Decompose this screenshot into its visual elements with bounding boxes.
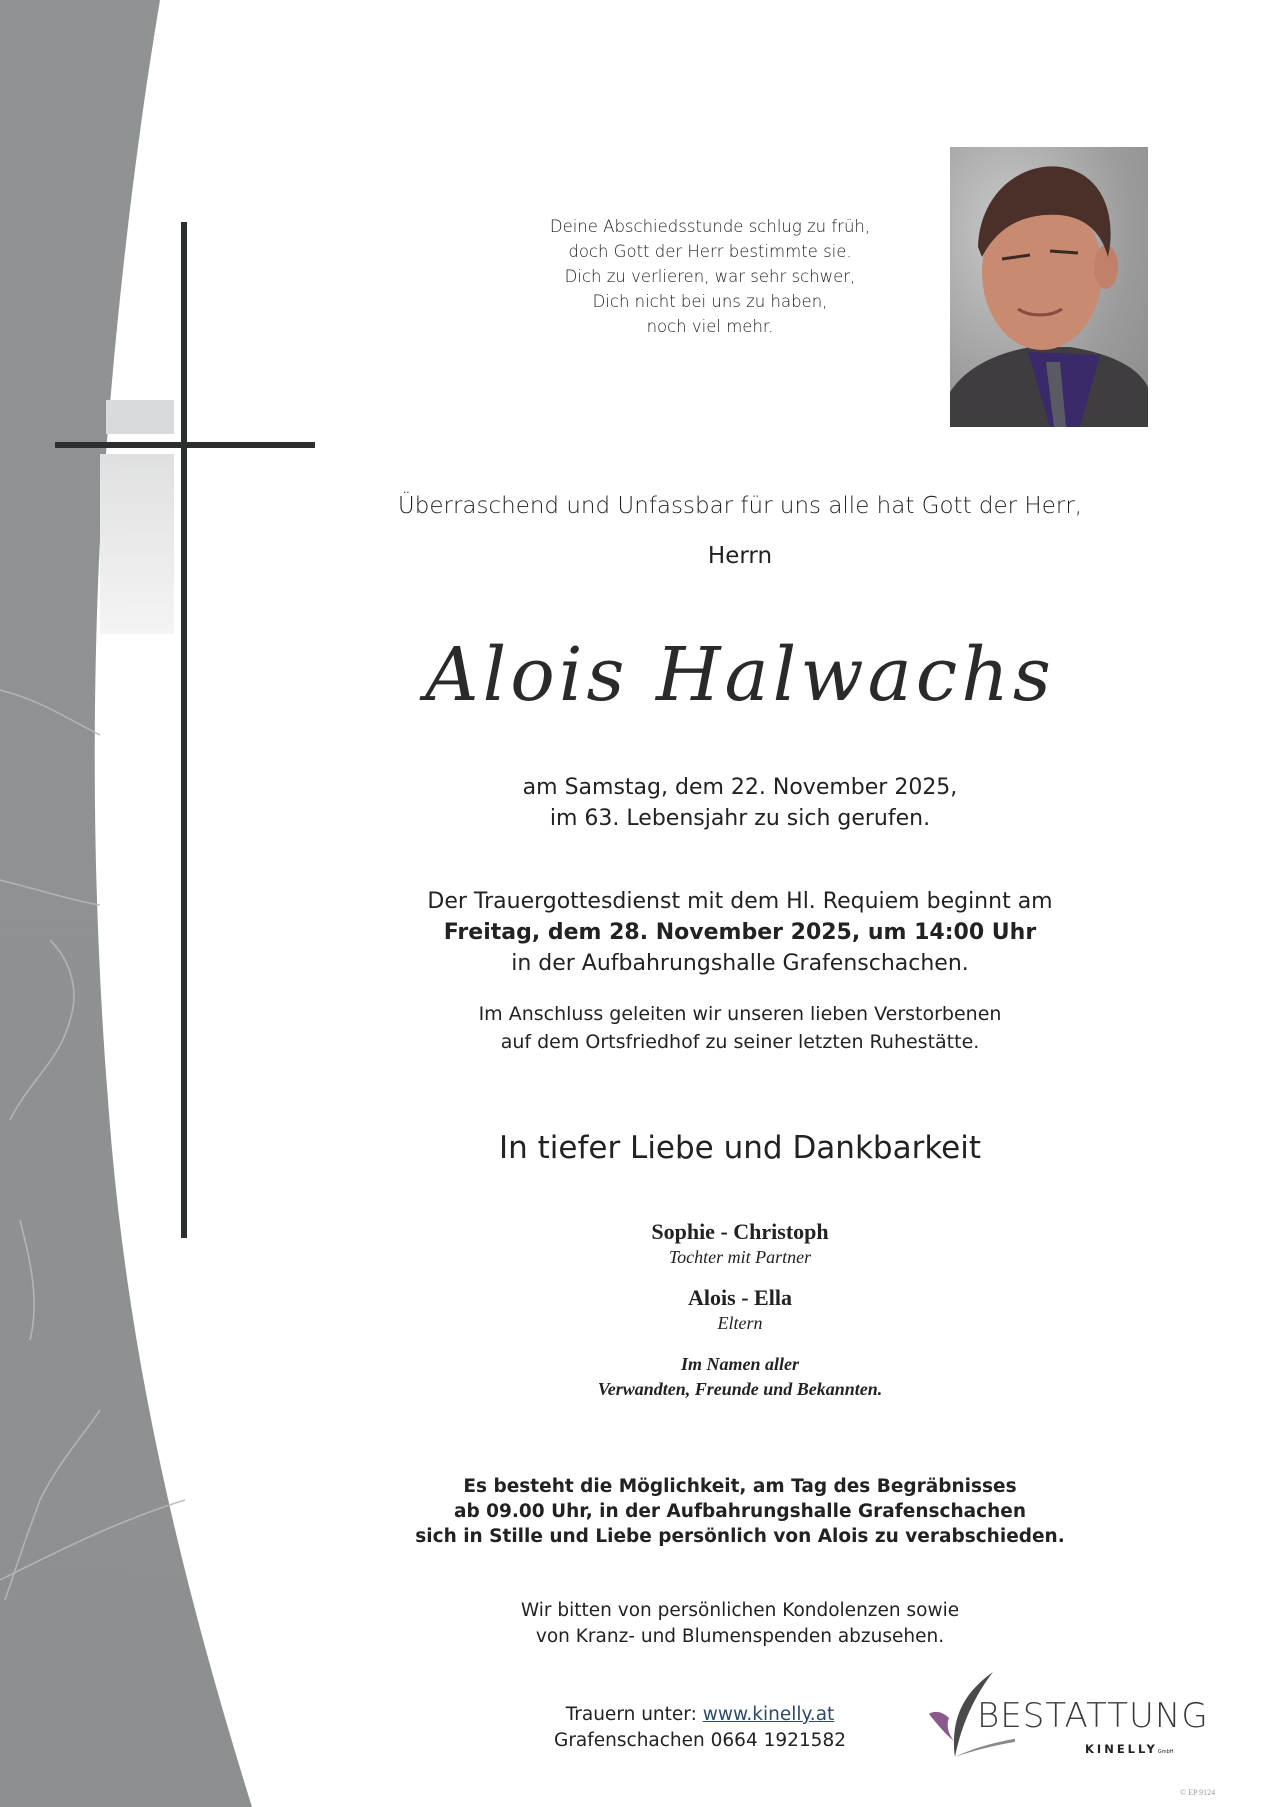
- mourners-list: [360, 1218, 1120, 1402]
- mourn-online-label: Trauern unter:: [565, 1704, 703, 1725]
- condolence-request: [360, 1598, 1120, 1650]
- death-notice: [360, 772, 1120, 834]
- logo-suffix: GmbH: [1157, 1749, 1174, 1755]
- farewell-line: sich in Stille und Liebe persönlich von Alois zu verabschieden.: [415, 1526, 1065, 1547]
- burial-line: auf dem Ortsfriedhof zu seiner letzten Ruhestätte.: [500, 1031, 980, 1053]
- verse-line: doch Gott der Herr bestimmte sie.: [568, 242, 852, 261]
- service-datetime: Freitag, dem 28. November 2025, um 14:00 Uhr: [443, 920, 1037, 945]
- request-line: Wir bitten von persönlichen Kondolenzen sowie: [520, 1600, 960, 1621]
- deceased-name: Alois Halwachs: [425, 632, 1055, 718]
- mourner-relation: Tochter mit Partner: [668, 1247, 812, 1267]
- farewell-notice: [360, 1474, 1120, 1549]
- farewell-line: Es besteht die Möglichkeit, am Tag des Begräbnisses: [463, 1476, 1017, 1497]
- verse-line: Dich zu verlieren, war sehr schwer,: [564, 267, 856, 286]
- verse-line: Dich nicht bei uns zu haben,: [592, 292, 828, 311]
- mourner-relation: Eltern: [717, 1313, 763, 1333]
- contact-info: [540, 1702, 860, 1754]
- on-behalf-line: Verwandten, Freunde und Bekannten.: [597, 1379, 883, 1399]
- salutation: Herrn: [707, 543, 773, 569]
- footer-code: © EP 9124: [1180, 1788, 1216, 1797]
- decorative-light-block: [100, 454, 174, 634]
- death-line: am Samstag, dem 22. November 2025,: [522, 775, 958, 800]
- phone-line: Grafenschachen 0664 1921582: [553, 1730, 846, 1751]
- on-behalf-line: Im Namen aller: [680, 1354, 799, 1374]
- service-line: Der Trauergottesdienst mit dem Hl. Requiem beginnt am: [427, 889, 1053, 914]
- cross-icon-vertical: [181, 222, 187, 1238]
- funeral-home-logo: [925, 1672, 1209, 1764]
- burial-line: Im Anschluss geleiten wir unseren lieben Verstorbenen: [478, 1003, 1002, 1025]
- funeral-service: [360, 886, 1120, 979]
- cross-icon-horizontal: [55, 442, 315, 448]
- on-behalf: [360, 1352, 1120, 1402]
- mourner-names: Alois - Ella: [688, 1285, 792, 1310]
- intro-line: Überraschend und Unfassbar für uns alle hat Gott der Herr,: [397, 493, 1083, 519]
- mourn-online-line: [540, 1702, 860, 1728]
- logo-subtitle: [1085, 1742, 1174, 1756]
- verse-line: noch viel mehr.: [646, 317, 774, 336]
- gratitude-heading: In tiefer Liebe und Dankbarkeit: [498, 1130, 982, 1166]
- memorial-verse: [500, 214, 920, 339]
- website-link[interactable]: www.kinelly.at: [702, 1704, 835, 1725]
- logo-company: KINELLY: [1085, 1742, 1158, 1756]
- service-location: in der Aufbahrungshalle Grafenschachen.: [511, 951, 969, 976]
- death-line: im 63. Lebensjahr zu sich gerufen.: [549, 806, 931, 831]
- decorative-light-block: [106, 400, 174, 434]
- farewell-line: ab 09.00 Uhr, in der Aufbahrungshalle Grafenschachen: [453, 1501, 1027, 1522]
- portrait-photo: [950, 147, 1148, 427]
- burial-notice: [360, 1000, 1120, 1056]
- logo-wordmark: BESTATTUNG: [977, 1696, 1209, 1736]
- mourner-names: Sophie - Christoph: [651, 1219, 829, 1244]
- verse-line: Deine Abschiedsstunde schlug zu früh,: [549, 217, 871, 236]
- request-line: von Kranz- und Blumenspenden abzusehen.: [535, 1626, 945, 1647]
